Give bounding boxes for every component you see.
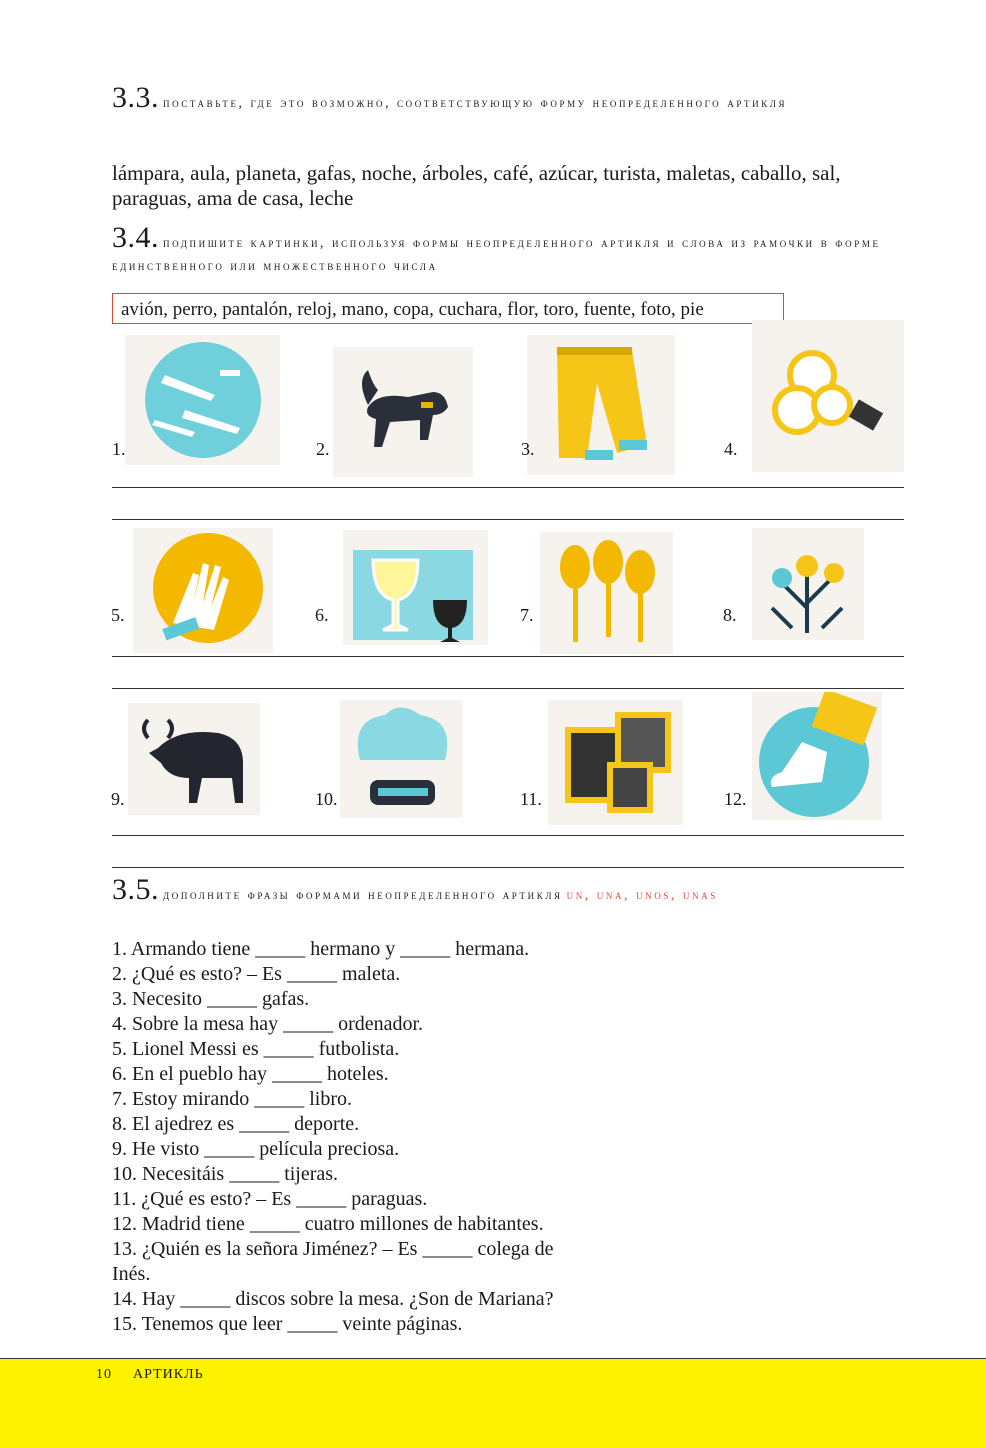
- exercise-line: 12. Madrid tiene _____ cuatro millones de habitantes.: [112, 1213, 544, 1235]
- exercise-line: 8. El ajedrez es _____ deporte.: [112, 1113, 360, 1135]
- section-title: поставьте, где это возможно, соответствующую форму неопределенного артикля: [163, 95, 788, 110]
- section-3-5-heading: [112, 873, 902, 906]
- word-list: lámpara, aula, planeta, gafas, noche, árboles, café, azúcar, turista, maletas, caballo, sal, paraguas, ama de casa, leche: [112, 161, 841, 210]
- spoons-icon: [540, 532, 673, 654]
- trousers-icon: [527, 335, 675, 475]
- section-title: дополните фразы формами неопределенного артикля: [163, 887, 563, 902]
- bull-icon: [128, 703, 260, 815]
- watches-icon: [752, 320, 904, 472]
- exercise-line: Inés.: [112, 1263, 151, 1285]
- exercise-line: 10. Necesitáis _____ tijeras.: [112, 1163, 339, 1185]
- answer-line[interactable]: [112, 867, 904, 868]
- photos-icon: [548, 700, 683, 825]
- item-number: 12.: [724, 789, 747, 809]
- exercise-line: 7. Estoy mirando _____ libro.: [112, 1088, 352, 1110]
- section-3-4-heading: [112, 221, 902, 277]
- exercise-line: 5. Lionel Messi es _____ futbolista.: [112, 1038, 400, 1060]
- fountain-icon: [340, 700, 463, 818]
- word-box: avión, perro, pantalón, reloj, mano, copa, cuchara, flor, toro, fuente, foto, pie: [112, 293, 784, 324]
- hand-icon: [133, 528, 273, 653]
- item-number: 3.: [521, 439, 535, 459]
- dog-icon: [333, 347, 473, 477]
- answer-line[interactable]: [112, 688, 904, 689]
- page-number: 10: [96, 1367, 112, 1382]
- section-title: подпишите картинки, используя формы неопределенного артикля и слова из рамочки в форме единственного или множественного числа: [112, 235, 881, 273]
- exercise-line: 9. He visto _____ película preciosa.: [112, 1138, 400, 1160]
- exercise-list: [112, 937, 912, 1337]
- exercise-line: 3. Necesito _____ gafas.: [112, 988, 310, 1010]
- answer-line[interactable]: [112, 835, 904, 836]
- page-footer: [0, 1358, 986, 1448]
- item-number: 11.: [520, 789, 542, 809]
- exercise-line: 15. Tenemos que leer _____ veinte páginas.: [112, 1313, 463, 1335]
- exercise-line: 2. ¿Qué es esto? – Es _____ maleta.: [112, 963, 401, 985]
- flowers-icon: [752, 528, 864, 640]
- item-number: 4.: [724, 439, 738, 459]
- answer-line[interactable]: [112, 519, 904, 520]
- answer-line[interactable]: [112, 656, 904, 657]
- section-number: 3.5.: [112, 873, 159, 906]
- section-name: АРТИКЛЬ: [133, 1367, 204, 1382]
- item-number: 7.: [520, 605, 534, 625]
- exercise-line: 14. Hay _____ discos sobre la mesa. ¿Son de Mariana?: [112, 1288, 554, 1310]
- airplanes-icon: [125, 335, 280, 465]
- item-number: 2.: [316, 439, 330, 459]
- foot-icon: [752, 692, 882, 820]
- answer-line[interactable]: [112, 487, 904, 488]
- article-forms: un, una, unos, unas: [566, 887, 718, 902]
- item-number: 9.: [111, 789, 125, 809]
- exercise-line: 13. ¿Quién es la señora Jiménez? – Es _____ colega de: [112, 1238, 554, 1260]
- section-number: 3.3.: [112, 81, 159, 114]
- item-number: 6.: [315, 605, 329, 625]
- item-number: 8.: [723, 605, 737, 625]
- section-3-3-heading: [112, 81, 902, 114]
- exercise-line: 1. Armando tiene _____ hermano y _____ hermana.: [112, 938, 530, 960]
- exercise-line: 11. ¿Qué es esto? – Es _____ paraguas.: [112, 1188, 428, 1210]
- exercise-line: 6. En el pueblo hay _____ hoteles.: [112, 1063, 389, 1085]
- item-number: 10.: [315, 789, 338, 809]
- item-number: 1.: [112, 439, 126, 459]
- section-number: 3.4.: [112, 221, 159, 254]
- item-number: 5.: [111, 605, 125, 625]
- glasses-icon: [343, 530, 488, 645]
- exercise-line: 4. Sobre la mesa hay _____ ordenador.: [112, 1013, 424, 1035]
